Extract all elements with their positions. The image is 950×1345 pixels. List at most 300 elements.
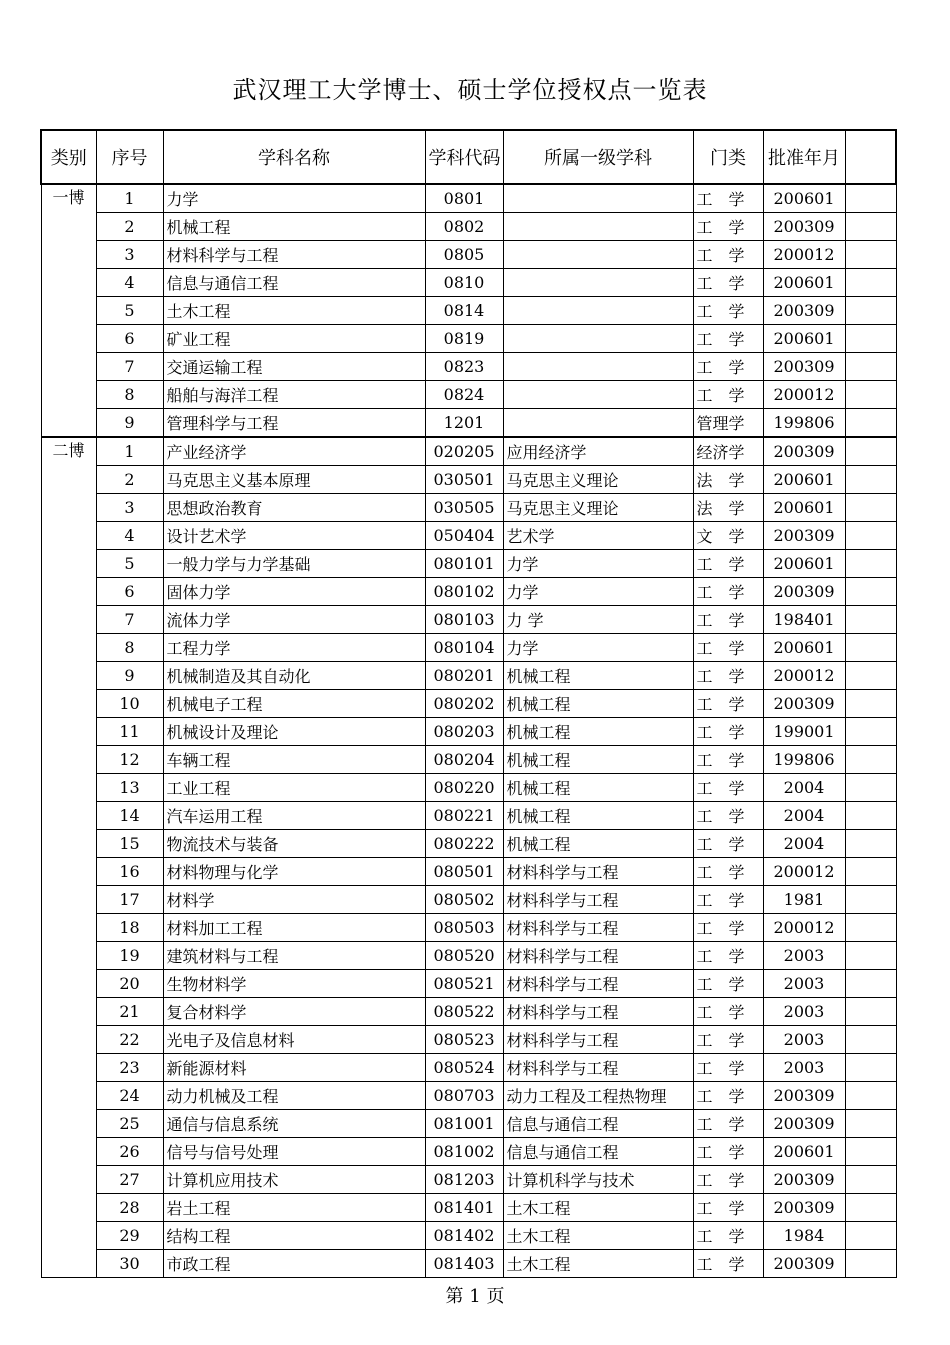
table-row [41, 746, 896, 774]
field-cell: 工 学 [693, 1250, 763, 1278]
seq-cell: 4 [96, 522, 163, 550]
approval-date-cell: 200309 [763, 1250, 845, 1278]
approval-date-cell: 200012 [763, 381, 845, 409]
blank-cell [845, 606, 896, 634]
discipline-code-cell: 080220 [425, 774, 503, 802]
table-row [41, 1194, 896, 1222]
discipline-name-cell: 材料学 [163, 886, 425, 914]
degree-table [40, 129, 897, 1278]
approval-date-cell: 200601 [763, 634, 845, 662]
field-cell: 工 学 [693, 1166, 763, 1194]
field-cell: 工 学 [693, 634, 763, 662]
approval-date-cell: 200601 [763, 1138, 845, 1166]
discipline-name-cell: 管理科学与工程 [163, 409, 425, 438]
table-body [41, 184, 896, 1278]
discipline-code-cell: 0823 [425, 353, 503, 381]
blank-cell [845, 409, 896, 438]
approval-date-cell: 2003 [763, 970, 845, 998]
blank-cell [845, 213, 896, 241]
table-row [41, 184, 896, 213]
discipline-code-cell: 080523 [425, 1026, 503, 1054]
field-cell: 工 学 [693, 802, 763, 830]
field-cell: 工 学 [693, 353, 763, 381]
discipline-code-cell: 081402 [425, 1222, 503, 1250]
field-cell: 经济学 [693, 437, 763, 466]
field-cell: 法 学 [693, 494, 763, 522]
discipline-name-cell: 流体力学 [163, 606, 425, 634]
discipline-name-cell: 物流技术与装备 [163, 830, 425, 858]
field-cell: 工 学 [693, 269, 763, 297]
discipline-name-cell: 新能源材料 [163, 1054, 425, 1082]
discipline-code-cell: 081203 [425, 1166, 503, 1194]
discipline-code-cell: 080203 [425, 718, 503, 746]
seq-cell: 25 [96, 1110, 163, 1138]
first-level-cell: 应用经济学 [503, 437, 693, 466]
discipline-name-cell: 岩土工程 [163, 1194, 425, 1222]
discipline-code-cell: 020205 [425, 437, 503, 466]
seq-cell: 1 [96, 184, 163, 213]
first-level-cell: 材料科学与工程 [503, 914, 693, 942]
first-level-cell: 土木工程 [503, 1194, 693, 1222]
approval-date-cell: 200601 [763, 550, 845, 578]
field-cell: 工 学 [693, 550, 763, 578]
approval-date-cell: 199806 [763, 746, 845, 774]
first-level-cell: 材料科学与工程 [503, 886, 693, 914]
blank-cell [845, 970, 896, 998]
first-level-cell [503, 241, 693, 269]
approval-date-cell: 200309 [763, 690, 845, 718]
first-level-cell [503, 184, 693, 213]
first-level-cell: 信息与通信工程 [503, 1110, 693, 1138]
discipline-name-cell: 复合材料学 [163, 998, 425, 1026]
discipline-code-cell: 080703 [425, 1082, 503, 1110]
field-cell: 工 学 [693, 774, 763, 802]
first-level-cell: 材料科学与工程 [503, 1026, 693, 1054]
field-cell: 工 学 [693, 662, 763, 690]
discipline-name-cell: 土木工程 [163, 297, 425, 325]
first-level-cell: 材料科学与工程 [503, 970, 693, 998]
discipline-code-cell: 0824 [425, 381, 503, 409]
seq-cell: 24 [96, 1082, 163, 1110]
table-row [41, 858, 896, 886]
first-level-cell: 力学 [503, 578, 693, 606]
header-field: 门类 [693, 130, 763, 184]
seq-cell: 6 [96, 578, 163, 606]
table-row [41, 1166, 896, 1194]
discipline-name-cell: 思想政治教育 [163, 494, 425, 522]
seq-cell: 11 [96, 718, 163, 746]
first-level-cell [503, 409, 693, 438]
discipline-code-cell: 081401 [425, 1194, 503, 1222]
first-level-cell [503, 325, 693, 353]
blank-cell [845, 718, 896, 746]
discipline-name-cell: 力学 [163, 184, 425, 213]
category-cell: 二博 [41, 437, 96, 1278]
table-row [41, 690, 896, 718]
discipline-name-cell: 通信与信息系统 [163, 1110, 425, 1138]
seq-cell: 16 [96, 858, 163, 886]
seq-cell: 22 [96, 1026, 163, 1054]
first-level-cell: 材料科学与工程 [503, 998, 693, 1026]
first-level-cell: 力学 [503, 550, 693, 578]
first-level-cell [503, 297, 693, 325]
seq-cell: 7 [96, 353, 163, 381]
approval-date-cell: 200012 [763, 914, 845, 942]
blank-cell [845, 325, 896, 353]
discipline-name-cell: 矿业工程 [163, 325, 425, 353]
seq-cell: 29 [96, 1222, 163, 1250]
discipline-code-cell: 080102 [425, 578, 503, 606]
seq-cell: 4 [96, 269, 163, 297]
discipline-name-cell: 交通运输工程 [163, 353, 425, 381]
header-discipline-code: 学科代码 [425, 130, 503, 184]
header-first-level: 所属一级学科 [503, 130, 693, 184]
discipline-code-cell: 0814 [425, 297, 503, 325]
discipline-name-cell: 市政工程 [163, 1250, 425, 1278]
discipline-name-cell: 生物材料学 [163, 970, 425, 998]
discipline-name-cell: 建筑材料与工程 [163, 942, 425, 970]
field-cell: 工 学 [693, 830, 763, 858]
field-cell: 工 学 [693, 942, 763, 970]
field-cell: 工 学 [693, 578, 763, 606]
approval-date-cell: 200012 [763, 858, 845, 886]
seq-cell: 14 [96, 802, 163, 830]
blank-cell [845, 1138, 896, 1166]
approval-date-cell: 200601 [763, 494, 845, 522]
field-cell: 工 学 [693, 1082, 763, 1110]
blank-cell [845, 381, 896, 409]
discipline-code-cell: 080201 [425, 662, 503, 690]
discipline-code-cell: 080503 [425, 914, 503, 942]
seq-cell: 17 [96, 886, 163, 914]
table-row [41, 914, 896, 942]
table-row [41, 325, 896, 353]
first-level-cell: 马克思主义理论 [503, 494, 693, 522]
discipline-code-cell: 050404 [425, 522, 503, 550]
discipline-name-cell: 设计艺术学 [163, 522, 425, 550]
approval-date-cell: 199806 [763, 409, 845, 438]
seq-cell: 3 [96, 494, 163, 522]
blank-cell [845, 662, 896, 690]
approval-date-cell: 2003 [763, 998, 845, 1026]
seq-cell: 9 [96, 662, 163, 690]
header-blank [845, 130, 896, 184]
header-category: 类别 [41, 130, 96, 184]
field-cell: 管理学 [693, 409, 763, 438]
table-row [41, 1026, 896, 1054]
table-row [41, 1110, 896, 1138]
field-cell: 工 学 [693, 1194, 763, 1222]
approval-date-cell: 198401 [763, 606, 845, 634]
seq-cell: 23 [96, 1054, 163, 1082]
first-level-cell [503, 353, 693, 381]
field-cell: 工 学 [693, 606, 763, 634]
discipline-code-cell: 080101 [425, 550, 503, 578]
field-cell: 工 学 [693, 1110, 763, 1138]
blank-cell [845, 690, 896, 718]
page-footer: 第 1 页 [445, 1286, 505, 1307]
table-row [41, 942, 896, 970]
table-row [41, 774, 896, 802]
discipline-code-cell: 081001 [425, 1110, 503, 1138]
table-row [41, 718, 896, 746]
blank-cell [845, 353, 896, 381]
seq-cell: 6 [96, 325, 163, 353]
approval-date-cell: 2004 [763, 774, 845, 802]
discipline-code-cell: 080204 [425, 746, 503, 774]
discipline-code-cell: 080524 [425, 1054, 503, 1082]
approval-date-cell: 200309 [763, 437, 845, 466]
seq-cell: 7 [96, 606, 163, 634]
discipline-name-cell: 产业经济学 [163, 437, 425, 466]
field-cell: 工 学 [693, 858, 763, 886]
header-discipline-name: 学科名称 [163, 130, 425, 184]
first-level-cell: 土木工程 [503, 1222, 693, 1250]
seq-cell: 18 [96, 914, 163, 942]
field-cell: 工 学 [693, 718, 763, 746]
table-row [41, 886, 896, 914]
discipline-code-cell: 080202 [425, 690, 503, 718]
blank-cell [845, 1110, 896, 1138]
seq-cell: 3 [96, 241, 163, 269]
discipline-name-cell: 机械设计及理论 [163, 718, 425, 746]
discipline-name-cell: 信号与信号处理 [163, 1138, 425, 1166]
discipline-name-cell: 材料加工工程 [163, 914, 425, 942]
table-row [41, 269, 896, 297]
table-row [41, 662, 896, 690]
seq-cell: 2 [96, 466, 163, 494]
first-level-cell: 机械工程 [503, 774, 693, 802]
blank-cell [845, 1250, 896, 1278]
table-row [41, 1082, 896, 1110]
discipline-name-cell: 固体力学 [163, 578, 425, 606]
blank-cell [845, 634, 896, 662]
approval-date-cell: 200601 [763, 466, 845, 494]
table-row [41, 1250, 896, 1278]
field-cell: 工 学 [693, 297, 763, 325]
blank-cell [845, 802, 896, 830]
seq-cell: 21 [96, 998, 163, 1026]
first-level-cell: 信息与通信工程 [503, 1138, 693, 1166]
table-row [41, 606, 896, 634]
discipline-code-cell: 1201 [425, 409, 503, 438]
approval-date-cell: 200601 [763, 184, 845, 213]
field-cell: 工 学 [693, 998, 763, 1026]
table-row [41, 466, 896, 494]
seq-cell: 20 [96, 970, 163, 998]
blank-cell [845, 774, 896, 802]
table-row [41, 437, 896, 466]
discipline-name-cell: 工业工程 [163, 774, 425, 802]
approval-date-cell: 200012 [763, 662, 845, 690]
blank-cell [845, 830, 896, 858]
blank-cell [845, 998, 896, 1026]
first-level-cell: 力学 [503, 634, 693, 662]
table-row [41, 297, 896, 325]
discipline-code-cell: 080520 [425, 942, 503, 970]
field-cell: 法 学 [693, 466, 763, 494]
first-level-cell [503, 381, 693, 409]
seq-cell: 10 [96, 690, 163, 718]
table-row [41, 409, 896, 438]
approval-date-cell: 200309 [763, 1194, 845, 1222]
table-row [41, 998, 896, 1026]
first-level-cell [503, 269, 693, 297]
table-header-row [41, 130, 896, 184]
field-cell: 工 学 [693, 1222, 763, 1250]
seq-cell: 5 [96, 550, 163, 578]
blank-cell [845, 466, 896, 494]
approval-date-cell: 2004 [763, 802, 845, 830]
first-level-cell: 材料科学与工程 [503, 942, 693, 970]
table-row [41, 381, 896, 409]
blank-cell [845, 1222, 896, 1250]
first-level-cell: 机械工程 [503, 662, 693, 690]
table-row [41, 550, 896, 578]
first-level-cell: 计算机科学与技术 [503, 1166, 693, 1194]
discipline-name-cell: 动力机械及工程 [163, 1082, 425, 1110]
table-row [41, 802, 896, 830]
seq-cell: 5 [96, 297, 163, 325]
approval-date-cell: 200309 [763, 353, 845, 381]
approval-date-cell: 200309 [763, 1166, 845, 1194]
discipline-name-cell: 机械制造及其自动化 [163, 662, 425, 690]
discipline-code-cell: 080522 [425, 998, 503, 1026]
discipline-code-cell: 0819 [425, 325, 503, 353]
first-level-cell: 土木工程 [503, 1250, 693, 1278]
first-level-cell: 机械工程 [503, 690, 693, 718]
discipline-code-cell: 080221 [425, 802, 503, 830]
table-row [41, 213, 896, 241]
approval-date-cell: 2003 [763, 1054, 845, 1082]
table-row [41, 353, 896, 381]
approval-date-cell: 200309 [763, 578, 845, 606]
first-level-cell: 机械工程 [503, 830, 693, 858]
discipline-name-cell: 计算机应用技术 [163, 1166, 425, 1194]
table-row [41, 578, 896, 606]
table-row [41, 830, 896, 858]
table-row [41, 1222, 896, 1250]
field-cell: 工 学 [693, 746, 763, 774]
first-level-cell: 力 学 [503, 606, 693, 634]
field-cell: 工 学 [693, 241, 763, 269]
first-level-cell: 马克思主义理论 [503, 466, 693, 494]
field-cell: 工 学 [693, 970, 763, 998]
blank-cell [845, 1194, 896, 1222]
seq-cell: 27 [96, 1166, 163, 1194]
blank-cell [845, 1054, 896, 1082]
discipline-name-cell: 材料科学与工程 [163, 241, 425, 269]
table-row [41, 494, 896, 522]
seq-cell: 26 [96, 1138, 163, 1166]
blank-cell [845, 1082, 896, 1110]
blank-cell [845, 297, 896, 325]
approval-date-cell: 2003 [763, 1026, 845, 1054]
field-cell: 文 学 [693, 522, 763, 550]
first-level-cell: 动力工程及工程热物理 [503, 1082, 693, 1110]
seq-cell: 9 [96, 409, 163, 438]
seq-cell: 30 [96, 1250, 163, 1278]
header-approval-date: 批准年月 [763, 130, 845, 184]
field-cell: 工 学 [693, 184, 763, 213]
table-row [41, 970, 896, 998]
blank-cell [845, 437, 896, 466]
field-cell: 工 学 [693, 1054, 763, 1082]
discipline-code-cell: 0802 [425, 213, 503, 241]
seq-cell: 8 [96, 381, 163, 409]
approval-date-cell: 1984 [763, 1222, 845, 1250]
blank-cell [845, 746, 896, 774]
table-row [41, 241, 896, 269]
blank-cell [845, 522, 896, 550]
first-level-cell: 机械工程 [503, 802, 693, 830]
approval-date-cell: 200309 [763, 522, 845, 550]
field-cell: 工 学 [693, 1026, 763, 1054]
approval-date-cell: 200601 [763, 325, 845, 353]
field-cell: 工 学 [693, 690, 763, 718]
discipline-name-cell: 结构工程 [163, 1222, 425, 1250]
first-level-cell: 材料科学与工程 [503, 1054, 693, 1082]
table-row [41, 1138, 896, 1166]
discipline-name-cell: 光电子及信息材料 [163, 1026, 425, 1054]
seq-cell: 13 [96, 774, 163, 802]
discipline-name-cell: 信息与通信工程 [163, 269, 425, 297]
field-cell: 工 学 [693, 914, 763, 942]
category-cell: 一博 [41, 184, 96, 437]
discipline-name-cell: 一般力学与力学基础 [163, 550, 425, 578]
seq-cell: 2 [96, 213, 163, 241]
discipline-code-cell: 0805 [425, 241, 503, 269]
blank-cell [845, 494, 896, 522]
approval-date-cell: 200309 [763, 297, 845, 325]
blank-cell [845, 184, 896, 213]
discipline-code-cell: 081403 [425, 1250, 503, 1278]
approval-date-cell: 200309 [763, 1082, 845, 1110]
discipline-name-cell: 机械电子工程 [163, 690, 425, 718]
first-level-cell: 机械工程 [503, 746, 693, 774]
first-level-cell: 艺术学 [503, 522, 693, 550]
blank-cell [845, 578, 896, 606]
first-level-cell: 材料科学与工程 [503, 858, 693, 886]
discipline-code-cell: 030501 [425, 466, 503, 494]
blank-cell [845, 886, 896, 914]
approval-date-cell: 200309 [763, 1110, 845, 1138]
table-row [41, 634, 896, 662]
field-cell: 工 学 [693, 886, 763, 914]
blank-cell [845, 858, 896, 886]
blank-cell [845, 550, 896, 578]
approval-date-cell: 2004 [763, 830, 845, 858]
blank-cell [845, 269, 896, 297]
field-cell: 工 学 [693, 213, 763, 241]
blank-cell [845, 1166, 896, 1194]
approval-date-cell: 200012 [763, 241, 845, 269]
seq-cell: 15 [96, 830, 163, 858]
field-cell: 工 学 [693, 1138, 763, 1166]
field-cell: 工 学 [693, 381, 763, 409]
discipline-name-cell: 马克思主义基本原理 [163, 466, 425, 494]
page-title: 武汉理工大学博士、硕士学位授权点一览表 [232, 76, 708, 104]
table-row [41, 522, 896, 550]
approval-date-cell: 2003 [763, 942, 845, 970]
first-level-cell [503, 213, 693, 241]
discipline-name-cell: 工程力学 [163, 634, 425, 662]
header-seq: 序号 [96, 130, 163, 184]
discipline-code-cell: 080502 [425, 886, 503, 914]
discipline-name-cell: 车辆工程 [163, 746, 425, 774]
approval-date-cell: 200309 [763, 213, 845, 241]
discipline-name-cell: 材料物理与化学 [163, 858, 425, 886]
